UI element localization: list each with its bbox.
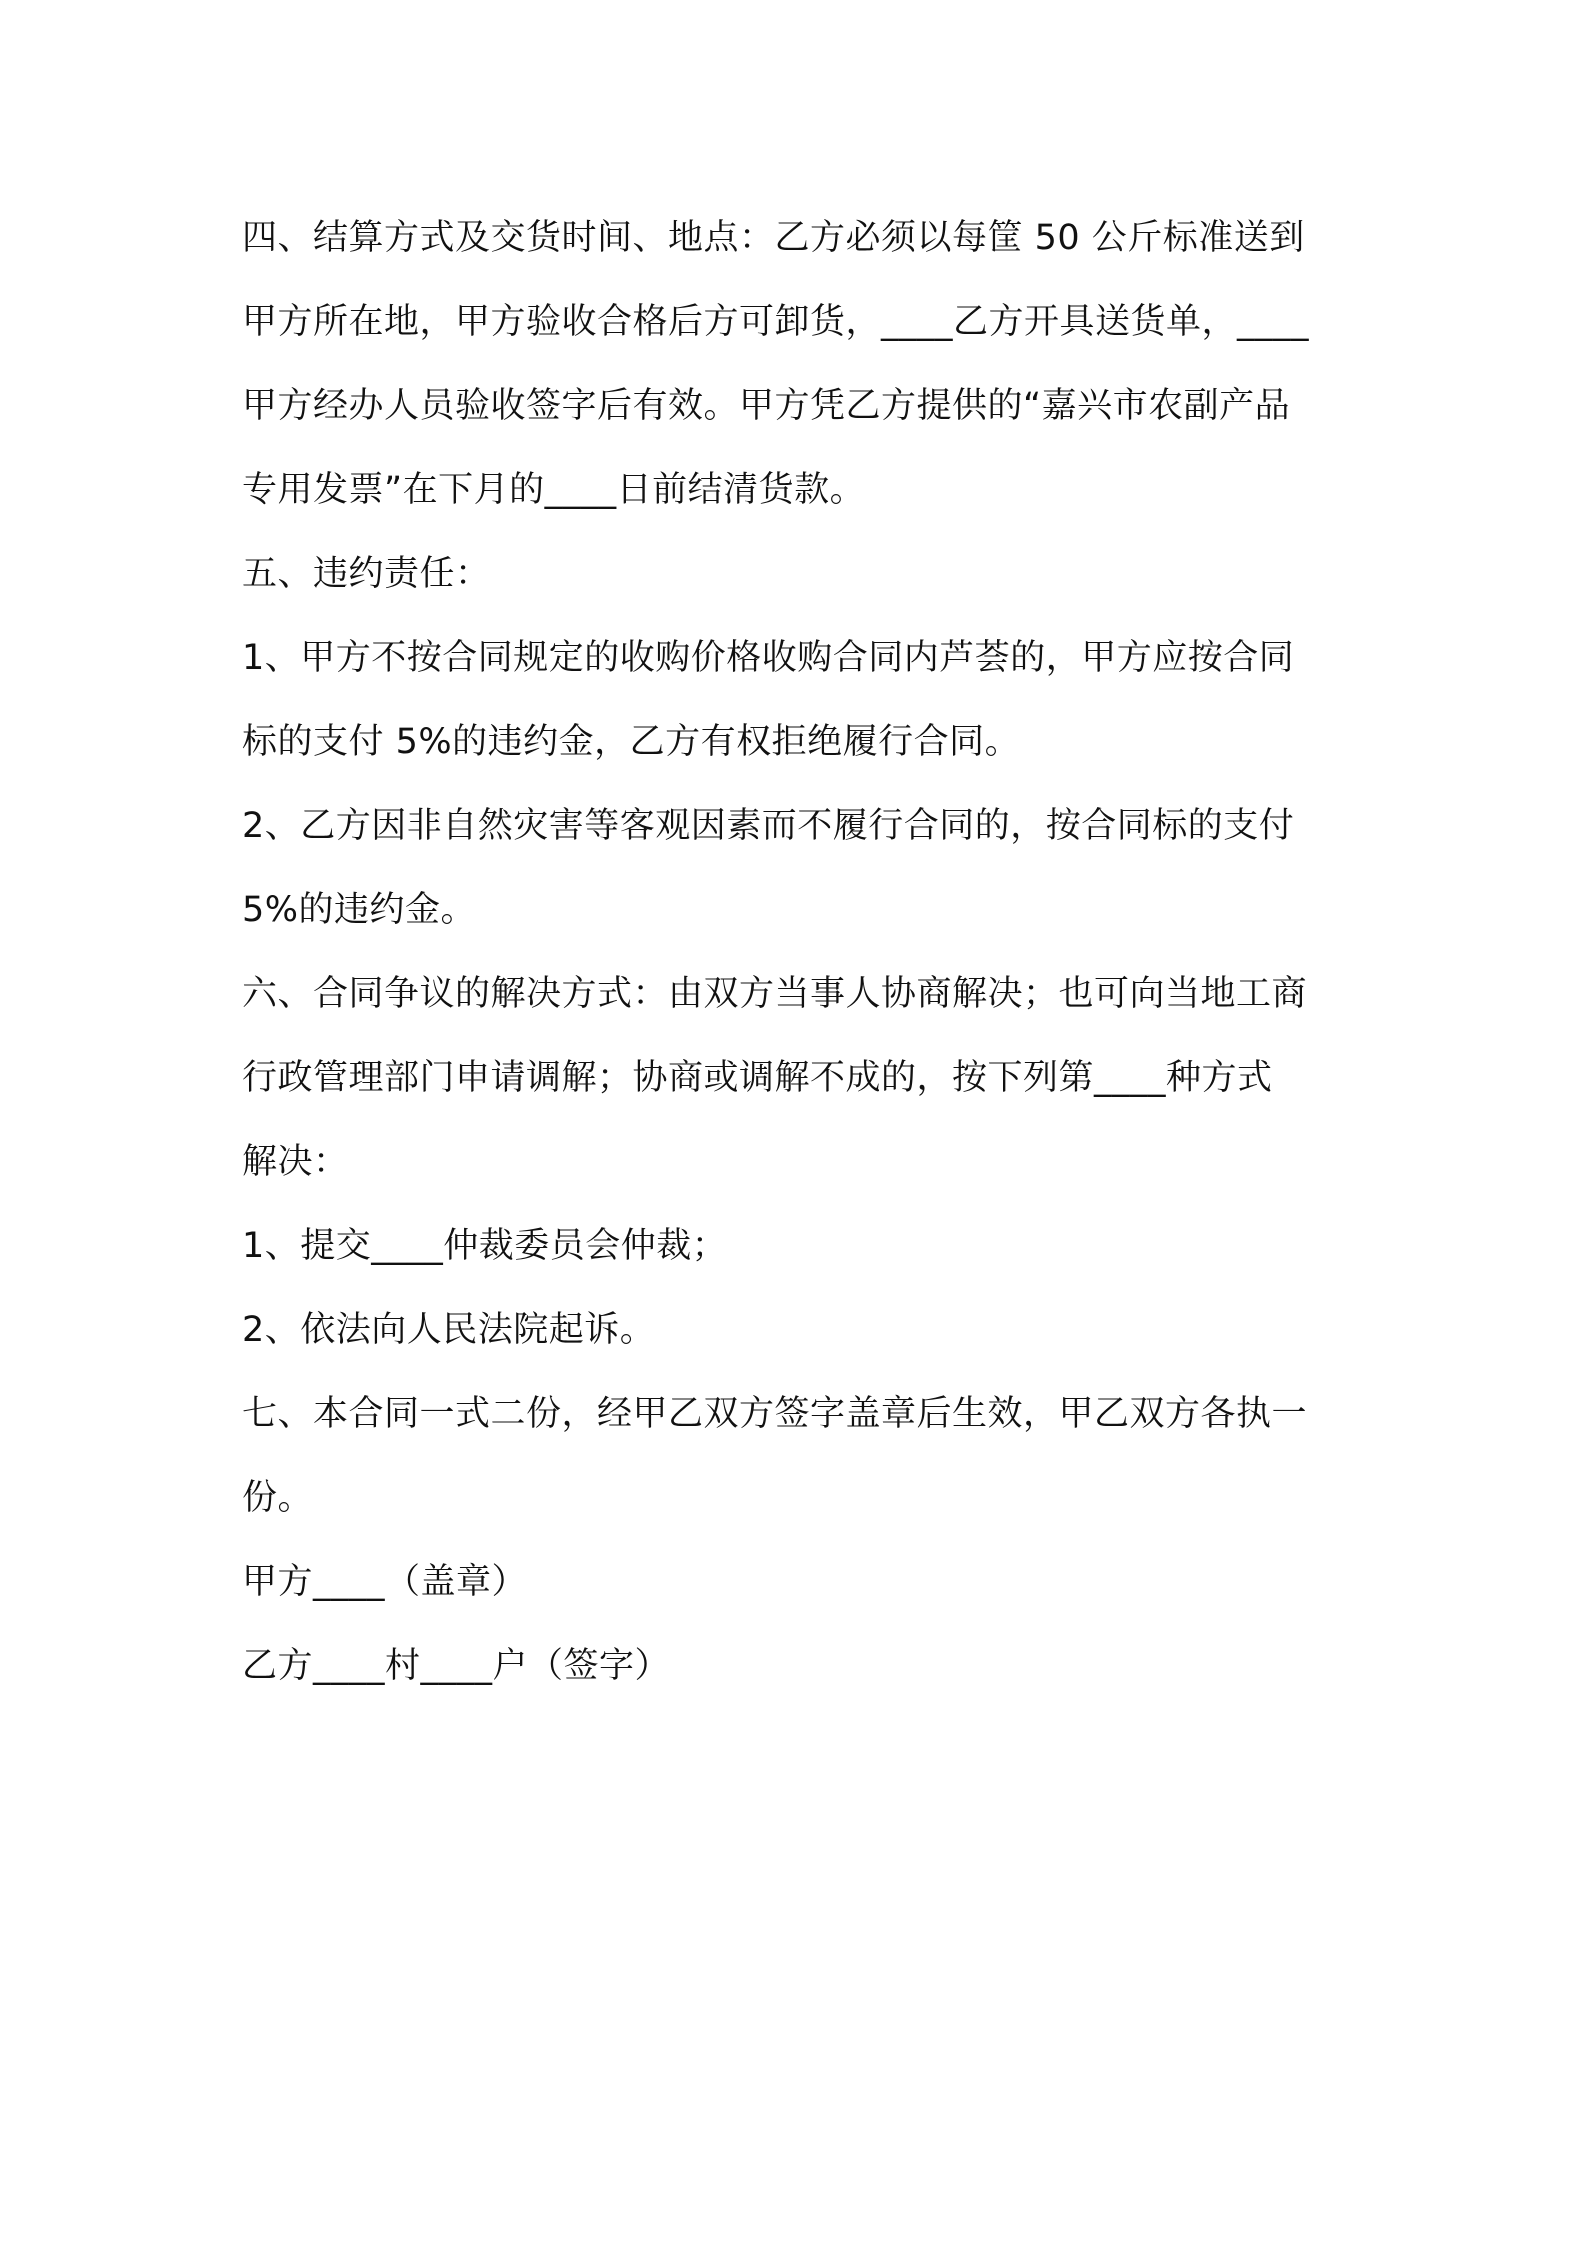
settlement-clause-line-2: 甲方所在地，甲方验收合格后方可卸货，____乙方开具送货单，____ (242, 302, 1310, 342)
settlement-clause-line-4: 专用发票”在下月的____日前结清货款。 (242, 470, 866, 510)
party-a-signature-line: 甲方____（盖章） (242, 1562, 528, 1602)
contract-text-body (242, 196, 1362, 1708)
dispute-clause-line-2: 行政管理部门申请调解；协商或调解不成的，按下列第____种方式 (242, 1058, 1273, 1098)
dispute-clause-line-3: 解决： (242, 1142, 349, 1182)
dispute-option-litigation: 2、依法向人民法院起诉。 (242, 1310, 656, 1350)
settlement-clause-line-3: 甲方经办人员验收签字后有效。甲方凭乙方提供的“嘉兴市农副产品 (242, 386, 1291, 426)
breach-liability-heading: 五、违约责任： (242, 554, 491, 594)
dispute-option-arbitration: 1、提交____仲裁委员会仲裁； (242, 1226, 728, 1266)
breach-item-2-line-1: 2、乙方因非自然灾害等客观因素而不履行合同的，按合同标的支付 (242, 806, 1295, 846)
copies-clause-line-1: 七、本合同一式二份，经甲乙双方签字盖章后生效，甲乙双方各执一 (242, 1394, 1308, 1434)
settlement-clause-line-1: 四、结算方式及交货时间、地点：乙方必须以每筐 50 公斤标准送到 (242, 218, 1305, 258)
breach-item-1-line-2: 标的支付 5%的违约金，乙方有权拒绝履行合同。 (242, 722, 1021, 762)
party-b-signature-line: 乙方____村____户（签字） (242, 1646, 671, 1686)
copies-clause-line-2: 份。 (242, 1478, 314, 1518)
breach-item-1-line-1: 1、甲方不按合同规定的收购价格收购合同内芦荟的，甲方应按合同 (242, 638, 1295, 678)
breach-item-2-line-2: 5%的违约金。 (242, 890, 477, 930)
dispute-clause-line-1: 六、合同争议的解决方式：由双方当事人协商解决；也可向当地工商 (242, 974, 1308, 1014)
